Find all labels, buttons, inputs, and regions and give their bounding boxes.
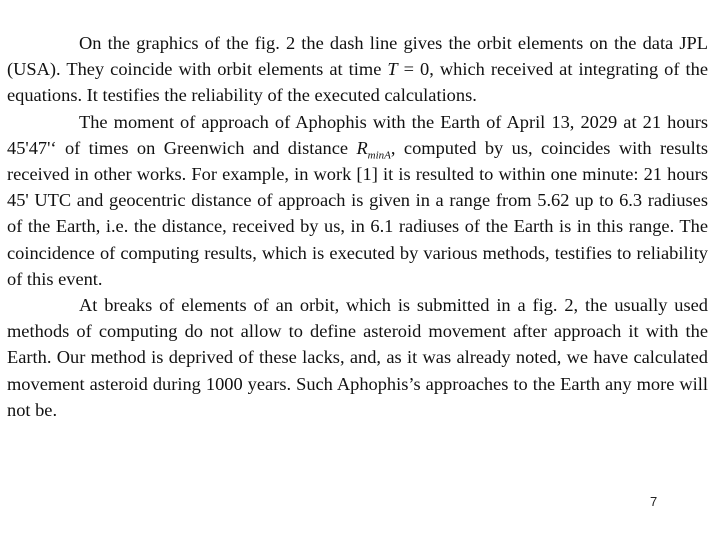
paragraph-2-text-after: , computed by us, coincides with results received in other works. For example, in work [1] it is resulted to within one minute: 21 hours 45' UTC and geocentric distance of approach is given in a range from 5.62 up to 6.3 radiuses of the Earth, i.e. the distance, received by us, in 6.1 radiuses of the Earth is in this range. The coincidence of computing results, which is executed by various methods, testifies to reliability of this event. <box>7 137 708 289</box>
paragraph-orbit-elements <box>7 30 708 109</box>
paragraph-approach-moment <box>7 109 708 292</box>
paragraph-2-text: The moment of approach of Aphophis with the Earth of April 13, 2029 at 21 hours 45'47'‘ of times on Greenwich and distance <box>7 111 708 158</box>
time-variable: T <box>387 59 398 80</box>
paragraph-3-text: At breaks of elements of an orbit, which is submitted in a fig. 2, the usually used methods of computing do not allow to define asteroid movement after approach it with the Earth. Our method is deprived of these lacks, and, as it was already noted, we have calculated movement asteroid during 1000 years. Such Aphophis’s approaches to the Earth any more will not be. <box>7 295 708 420</box>
paragraph-orbit-breaks <box>7 292 708 423</box>
paragraph-1-text-after: = 0, which received at integrating of the equations. It testifies the reliability of the executed calculations. <box>7 59 708 106</box>
paragraph-1-text: On the graphics of the fig. 2 the dash line gives the orbit elements on the data JPL (USA). They coincide with orbit elements at time <box>7 33 708 80</box>
page-number: 7 <box>650 494 658 509</box>
distance-subscript: minA <box>367 149 391 162</box>
distance-variable: $R_{minA}$ <box>356 137 391 162</box>
document-body <box>7 30 708 423</box>
